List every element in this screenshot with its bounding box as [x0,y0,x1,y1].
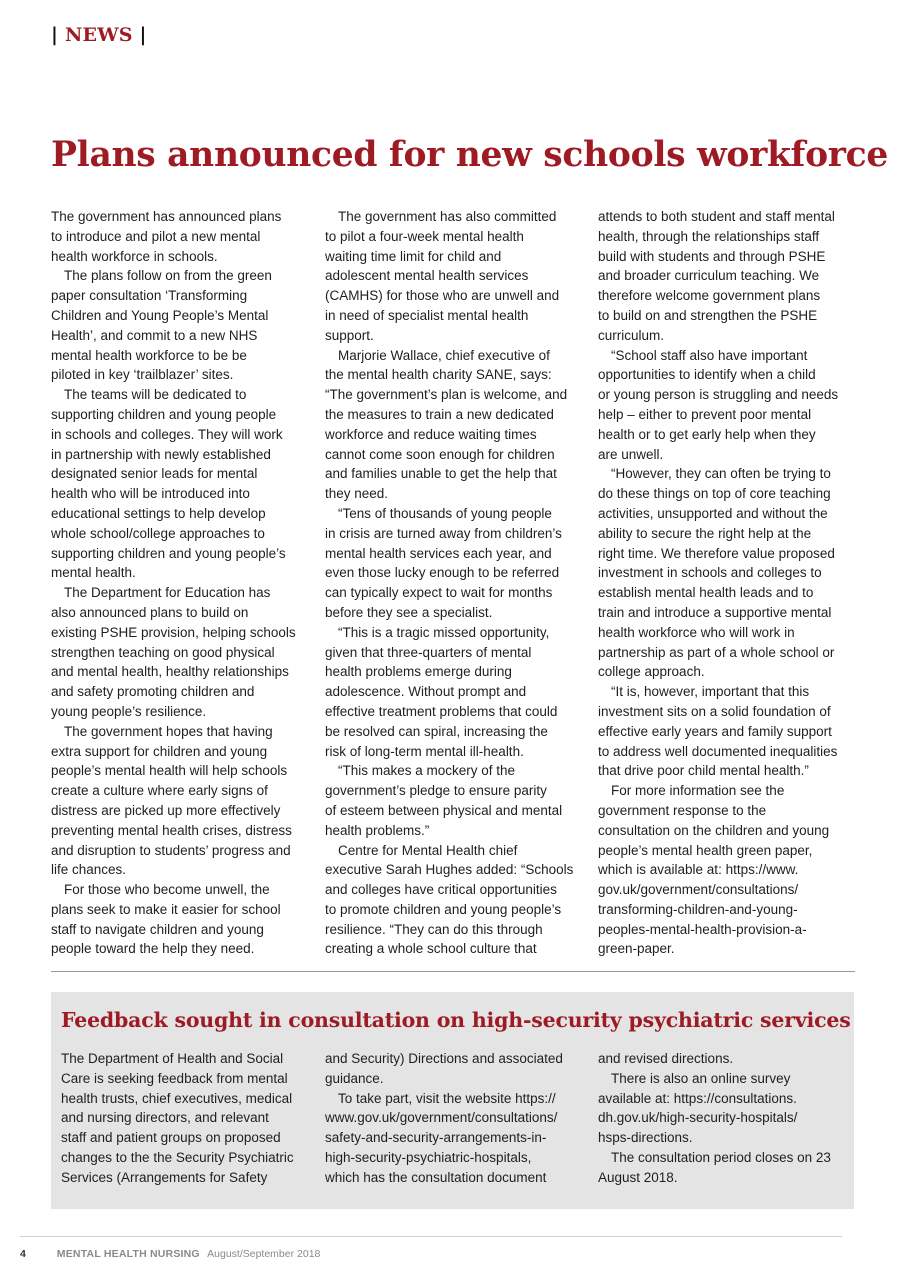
text-line: curriculum. [598,327,665,343]
text-line: health workforce in schools. [51,248,218,264]
text-line: health or to get early help when they [598,426,816,442]
sidebar-column-2 [325,1049,583,1188]
sidebar-title: Feedback sought in consultation on high-security psychiatric services [61,1008,851,1032]
text-line: and disruption to students’ progress and [51,842,291,858]
text-line: life chances. [51,862,127,878]
text-line: peoples-mental-health-provision-a- [598,921,807,937]
text-line: adolescent mental health services [325,268,529,284]
text-line: opportunities to identify when a child [598,367,816,383]
page-footer [20,1248,320,1260]
text-line: health problems emerge during [325,664,512,680]
text-line: even those lucky enough to be referred [325,565,560,581]
text-line: train and introduce a supportive mental [598,604,832,620]
text-line: changes to the the Security Psychiatric [61,1149,294,1165]
text-line: “This is a tragic missed opportunity, [338,624,550,640]
text-line: right time. We therefore value proposed [598,545,835,561]
text-line: that drive poor child mental health.” [598,763,809,779]
article-headline: Plans announced for new schools workforce [51,135,889,175]
text-line: For more information see the [611,783,785,799]
text-line: to address well documented inequalities [598,743,838,759]
text-line: designated senior leads for mental [51,466,258,482]
text-line: mental health. [51,565,136,581]
section-tag-bar-right: | [139,24,147,46]
text-line: hsps-directions. [598,1130,693,1146]
text-line: of esteem between physical and mental [325,802,563,818]
text-line: The Department of Health and Social [61,1051,284,1066]
text-line: executive Sarah Hughes added: “Schools [325,862,574,878]
text-line: young people’s resilience. [51,703,207,719]
sidebar-column-3 [598,1049,856,1188]
text-line: which has the consultation document [325,1169,547,1185]
text-line: available at: https://consultations. [598,1090,797,1106]
text-line: activities, unsupported and without the [598,505,828,521]
text-line: investment sits on a solid foundation of [598,703,831,719]
text-line: to build on and strengthen the PSHE [598,307,818,323]
text-line: consultation on the children and young [598,822,830,838]
text-line: and nursing directors, and relevant [61,1110,269,1126]
text-line: be resolved can spiral, increasing the [325,723,548,739]
text-line: The plans follow on from the green [64,268,272,284]
sidebar-box [51,992,854,1209]
text-line: Health’, and commit to a new NHS [51,327,258,343]
text-line: to introduce and pilot a new mental [51,228,261,244]
text-line: The government has announced plans [51,209,282,224]
text-line: and mental health, healthy relationships [51,664,289,680]
text-line: www.gov.uk/government/consultations/ [325,1110,558,1126]
text-line: investment in schools and colleges to [598,565,822,581]
text-line: college approach. [598,664,705,680]
section-tag [51,24,147,46]
text-line: The consultation period closes on 23 [611,1149,831,1165]
text-line: (CAMHS) for those who are unwell and [325,288,560,304]
sidebar-column-1 [61,1049,319,1188]
text-line: also announced plans to build on [51,604,249,620]
text-line: in partnership with newly established [51,446,271,462]
text-line: preventing mental health crises, distress [51,822,292,838]
text-line: supporting children and young people’s [51,545,286,561]
text-line: are unwell. [598,446,664,462]
text-line: before they see a specialist. [325,604,493,620]
text-line: and revised directions. [598,1051,734,1066]
text-line: piloted in key ‘trailblazer’ sites. [51,367,234,383]
text-line: people toward the help they need. [51,941,255,957]
text-line: and broader curriculum teaching. We [598,268,820,284]
text-line: green-paper. [598,941,675,957]
text-line: health workforce who will work in [598,624,795,640]
text-line: in crisis are turned away from children’s [325,525,562,541]
text-line: distress are picked up more effectively [51,802,281,818]
publication-name: MENTAL HEALTH NURSING [56,1248,200,1260]
text-line: high-security-psychiatric-hospitals, [325,1149,532,1165]
text-line: in need of specialist mental health [325,307,529,323]
footer-rule [20,1236,842,1237]
text-line: staff and patient groups on proposed [61,1130,281,1146]
text-line: extra support for children and young [51,743,268,759]
text-line: attends to both student and staff mental [598,209,835,224]
text-line: Marjorie Wallace, chief executive of [338,347,550,363]
text-line: “This makes a mockery of the [338,763,516,779]
text-line: partnership as part of a whole school or [598,644,835,660]
text-line: strengthen teaching on good physical [51,644,275,660]
text-line: safety-and-security-arrangements-in- [325,1130,547,1146]
text-line: resilience. “They can do this through [325,921,543,937]
text-line: The government has also committed [338,209,557,224]
text-line: adolescence. Without prompt and [325,684,527,700]
text-line: creating a whole school culture that [325,941,537,957]
article-column-3 [598,207,856,959]
text-line: create a culture where early signs of [51,783,268,799]
text-line: to promote children and young people’s [325,901,562,917]
text-line: educational settings to help develop [51,505,266,521]
text-line: government’s pledge to ensure parity [325,783,547,799]
text-line: existing PSHE provision, helping schools [51,624,296,640]
text-line: people’s mental health green paper, [598,842,813,858]
text-line: support. [325,327,374,343]
text-line: Care is seeking feedback from mental [61,1070,288,1086]
text-line: to pilot a four-week mental health [325,228,524,244]
text-line: mental health services each year, and [325,545,552,561]
text-line: Children and Young People’s Mental [51,307,269,323]
article-column-1 [51,207,309,959]
text-line: and Security) Directions and associated [325,1051,563,1066]
text-line: or young person is struggling and needs [598,387,839,403]
text-line: waiting time limit for child and [325,248,502,264]
text-line: can typically expect to wait for months [325,585,553,601]
issue-date: August/September 2018 [207,1248,321,1260]
text-line: cannot come soon enough for children [325,446,555,462]
text-line: the mental health charity SANE, says: [325,367,552,383]
text-line: government response to the [598,802,767,818]
text-line: mental health workforce to be be [51,347,247,363]
text-line: plans seek to make it easier for school [51,901,281,917]
text-line: the measures to train a new dedicated [325,406,554,422]
text-line: establish mental health leads and to [598,585,814,601]
text-line: and families unable to get the help that [325,466,557,482]
text-line: effective treatment problems that could [325,703,558,719]
text-line: help – either to prevent poor mental [598,406,812,422]
text-line: “Tens of thousands of young people [338,505,552,521]
text-line: Centre for Mental Health chief [338,842,518,858]
text-line: The government hopes that having [64,723,273,739]
text-line: gov.uk/government/consultations/ [598,882,799,898]
text-line: people’s mental health will help schools [51,763,288,779]
text-line: August 2018. [598,1169,678,1185]
text-line: paper consultation ‘Transforming [51,288,248,304]
text-line: dh.gov.uk/high-security-hospitals/ [598,1110,798,1126]
text-line: staff to navigate children and young [51,921,264,937]
text-line: build with students and through PSHE [598,248,826,264]
text-line: “School staff also have important [611,347,808,363]
text-line: The Department for Education has [64,585,271,601]
text-line: supporting children and young people [51,406,277,422]
text-line: which is available at: https://www. [598,862,799,878]
text-line: “However, they can often be trying to [611,466,831,482]
text-line: The teams will be dedicated to [64,387,247,403]
text-line: health, through the relationships staff [598,228,820,244]
section-tag-bar-left: | [51,24,59,46]
text-line: Services (Arrangements for Safety [61,1169,268,1185]
text-line: effective early years and family support [598,723,832,739]
text-line: risk of long-term mental ill-health. [325,743,524,759]
page-number: 4 [20,1248,26,1260]
text-line: transforming-children-and-young- [598,901,798,917]
text-line: ability to secure the right help at the [598,525,812,541]
text-line: and colleges have critical opportunities [325,882,557,898]
text-line: given that three-quarters of mental [325,644,532,660]
section-tag-label: NEWS [64,24,133,46]
text-line: do these things on top of core teaching [598,486,831,502]
text-line: therefore welcome government plans [598,288,821,304]
text-line: There is also an online survey [611,1070,791,1086]
section-divider [51,971,855,972]
text-line: health who will be introduced into [51,486,250,502]
article-column-2 [325,207,583,959]
text-line: whole school/college approaches to [51,525,265,541]
text-line: guidance. [325,1070,384,1086]
text-line: “The government’s plan is welcome, and [325,387,568,403]
text-line: health trusts, chief executives, medical [61,1090,293,1106]
text-line: in schools and colleges. They will work [51,426,283,442]
text-line: “It is, however, important that this [611,684,810,700]
text-line: they need. [325,486,389,502]
text-line: workforce and reduce waiting times [325,426,537,442]
text-line: health problems.” [325,822,430,838]
text-line: For those who become unwell, the [64,882,270,898]
text-line: To take part, visit the website https:// [338,1090,556,1106]
text-line: and safety promoting children and [51,684,255,700]
